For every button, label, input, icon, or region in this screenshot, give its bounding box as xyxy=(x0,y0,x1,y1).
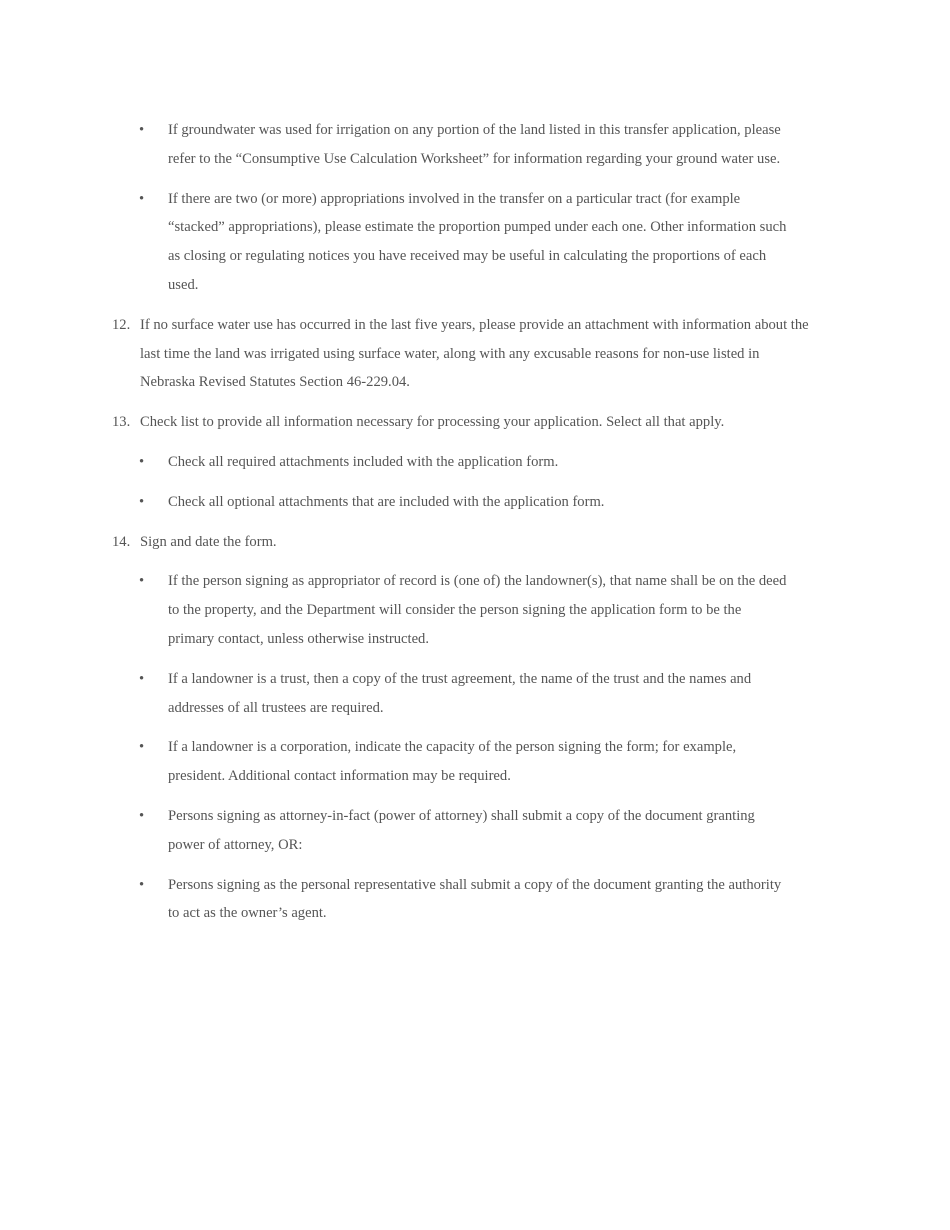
bullet-icon: • xyxy=(139,876,145,893)
bullet-text: Persons signing as the personal representative shall submit a copy of the document granting the authority to act as the owner’s agent. xyxy=(168,876,782,922)
bullet-icon: • xyxy=(139,807,145,824)
list-item xyxy=(0,733,788,791)
list-item xyxy=(0,802,788,860)
numbered-item-13 xyxy=(0,408,810,437)
item-number: 14. xyxy=(112,533,131,550)
list-item xyxy=(0,665,788,723)
item-number: 12. xyxy=(112,316,131,333)
list-item xyxy=(0,448,788,477)
list-item xyxy=(0,567,788,653)
bullet-icon: • xyxy=(139,122,145,138)
list-item xyxy=(0,185,788,300)
list-item xyxy=(0,116,788,174)
bullet-icon: • xyxy=(139,453,145,470)
bullet-icon: • xyxy=(139,739,145,756)
numbered-item-12 xyxy=(0,311,812,397)
bullet-text: Persons signing as attorney-in-fact (power of attorney) shall submit a copy of the document granting power of attorney, OR: xyxy=(168,807,755,853)
bullet-text: If groundwater was used for irrigation on any portion of the land listed in this transfer application, please refer to the “Consumptive Use Calculation Worksheet” for information regarding your ground water use. xyxy=(168,122,781,167)
instructions-text xyxy=(0,116,950,939)
bullet-text: If a landowner is a trust, then a copy of the trust agreement, the name of the trust and the names and addresses of all trustees are required. xyxy=(168,670,752,716)
item-text: If no surface water use has occurred in the last five years, please provide an attachment with information about the last time the land was irrigated using surface water, along with any excusable reasons for non-use listed in Nebraska Revised Statutes Section 46-229.04. xyxy=(140,316,809,391)
bullet-icon: • xyxy=(139,670,145,687)
list-item xyxy=(0,871,788,929)
bullet-icon: • xyxy=(139,190,145,207)
numbered-item-14 xyxy=(0,528,810,557)
bullet-text: Check all optional attachments that are included with the application form. xyxy=(168,493,605,510)
list-item xyxy=(0,488,788,517)
item-text: Check list to provide all information necessary for processing your application. Select all that apply. xyxy=(140,414,725,431)
item-text: Sign and date the form. xyxy=(140,533,277,550)
item-number: 13. xyxy=(112,414,131,431)
bullet-icon: • xyxy=(139,573,145,590)
bullet-text: If a landowner is a corporation, indicate the capacity of the person signing the form; for example, president. Additional contact information may be required. xyxy=(168,739,737,785)
bullet-text: Check all required attachments included with the application form. xyxy=(168,453,559,470)
bullet-text: If the person signing as appropriator of record is (one of) the landowner(s), that name shall be on the deed to the property, and the Department will consider the person signing the application form to be the primary contact, unless otherwise instructed. xyxy=(168,573,787,647)
bullet-text: If there are two (or more) appropriations involved in the transfer on a particular tract (for example “stacked” appropriations), please estimate the proportion pumped under each one. Other information such as closing or regulating notices you have received may be useful in calculating the proportions of each used. xyxy=(168,190,787,293)
bullet-icon: • xyxy=(139,493,145,510)
